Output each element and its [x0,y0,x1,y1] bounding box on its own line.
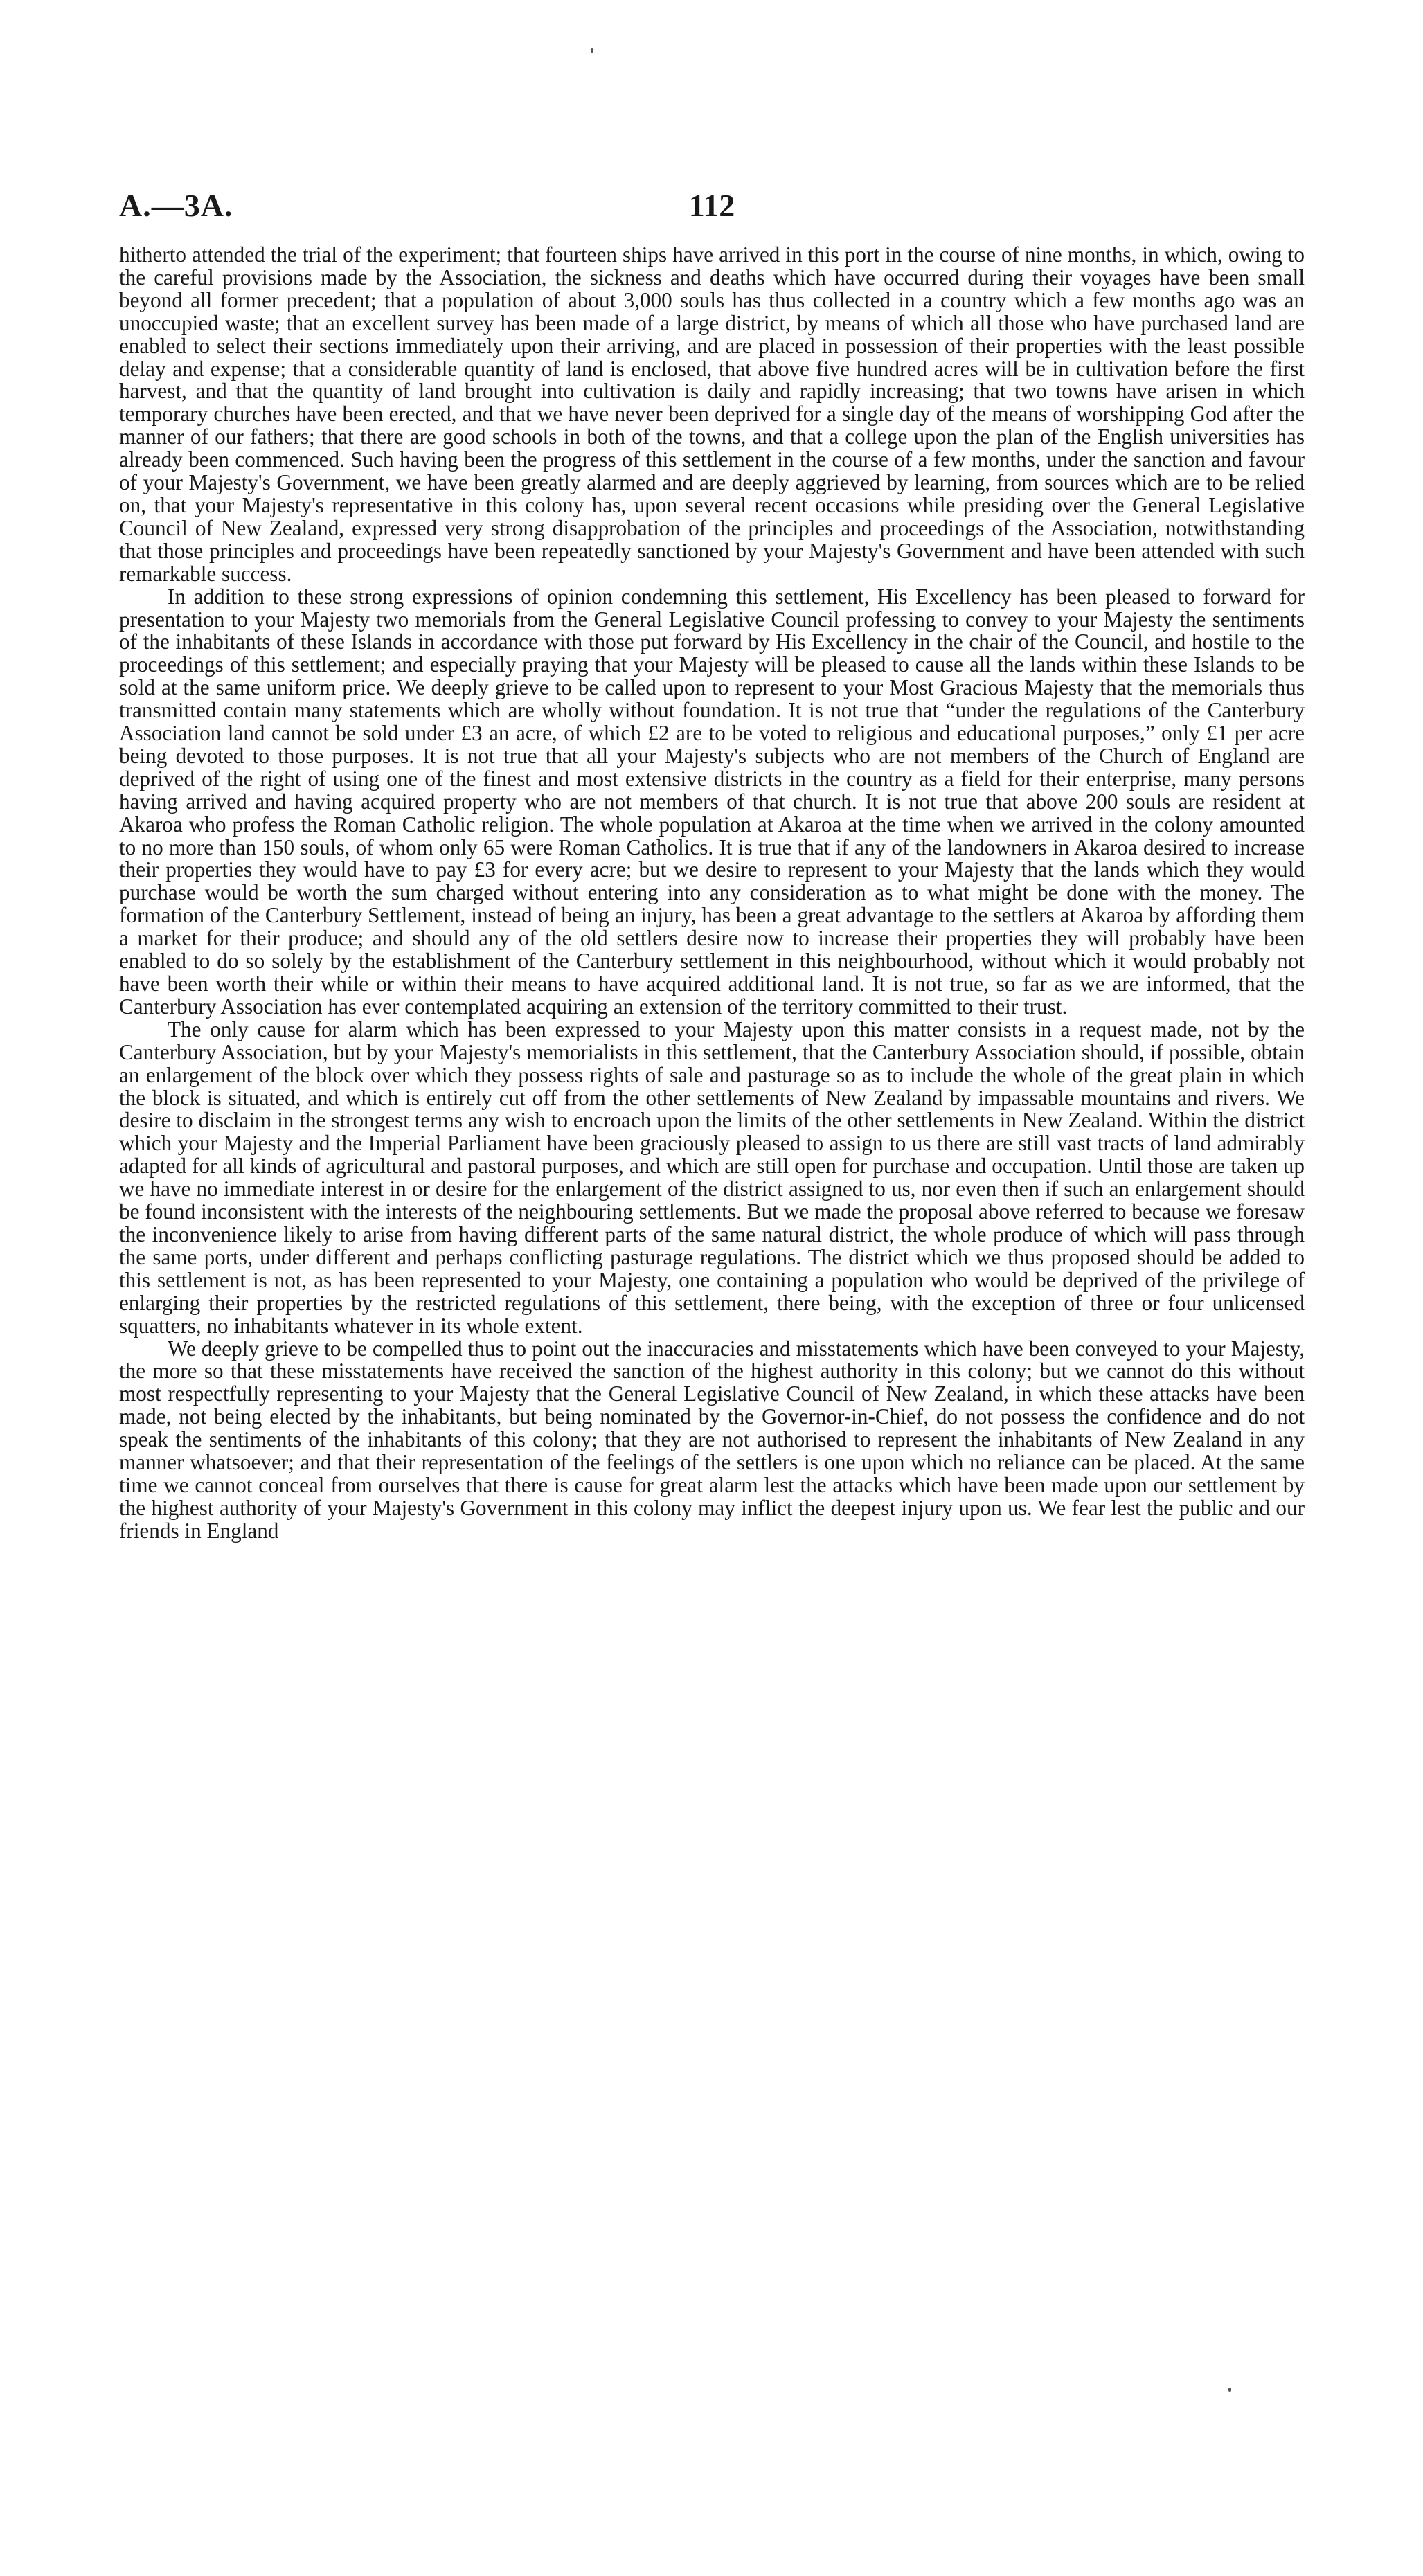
paragraph-continued: hitherto attended the trial of the experiment; that fourteen ships have arrived in this port in the course of nine months, in which, owing to the careful provisions made by the Association, the sickness and deaths which have occurred during their voyages have been small beyond all former precedent; that a population of about 3,000 souls has thus collected in a country which a few months ago was an unoccupied waste; that an excellent survey has been made of a large district, by means of which all those who have purchased land are enabled to select their sections immediately upon their arriving, and are placed in possession of their properties with the least possible delay and expense; that a considerable quantity of land is enclosed, that above five hundred acres will be in cultivation before the first harvest, and that the quantity of land brought into cultivation is daily and rapidly increasing; that two towns have arisen in which temporary churches have been erected, and that we have never been deprived for a single day of the means of worshipping God after the manner of our fathers; that there are good schools in both of the towns, and that a college upon the plan of the English universities has already been commenced. Such having been the progress of this settlement in the course of a few months, under the sanction and favour of your Majesty's Government, we have been greatly alarmed and are deeply aggrieved by learning, from sources which are to be relied on, that your Majesty's representative in this colony has, upon several recent occasions while presiding over the General Legislative Council of New Zealand, expressed very strong disapprobation of the principles and proceedings of the Association, notwithstanding that those principles and proceedings have been repeatedly sanctioned by your Majesty's Government and have been attended with such remarkable success. [119,242,1305,586]
paragraph-memorials: In addition to these strong expressions of opinion condemning this settlement, His Excellency has been pleased to forward for presentation to your Majesty two memorials from the General Legislative Council professing to convey to your Majesty the sentiments of the inhabitants of these Islands in accordance with those put forward by His Excellency in the chair of the Council, and hostile to the proceedings of this settlement; and especially praying that your Majesty will be pleased to cause all the lands within these Islands to be sold at the same uniform price. We deeply grieve to be called upon to represent to your Most Gracious Majesty that the memorials thus transmitted contain many statements which are wholly without foundation. It is not true that “under the regulations of the Canterbury Association land cannot be sold under £3 an acre, of which £2 are to be voted to religious and educational purposes,” only £1 per acre being devoted to those purposes. It is not true that all your Majesty's subjects who are not members of the Church of England are deprived of the right of using one of the finest and most extensive districts in the country as a field for their enterprise, many persons having arrived and having acquired property who are not members of that church. It is not true that above 200 souls are resident at Akaroa who profess the Roman Catholic religion. The whole population at Akaroa at the time when we arrived in the colony amounted to no more than 150 souls, of whom only 65 were Roman Catholics. It is true that if any of the landowners in Akaroa desired to increase their properties they would have to pay £3 for every acre; but we desire to represent to your Majesty that the lands which they would purchase would be worth the sum charged without entering into any consideration as to what might be done with the money. The formation of the Canterbury Settlement, instead of being an injury, has been a great advantage to the settlers at Akaroa by affording them a market for their produce; and should any of the old settlers desire now to increase their properties they will probably have been enabled to do so solely by the establishment of the Canterbury settlement in this neighbourhood, without which it would probably not have been worth their while or within their means to have acquired additional land. It is not true, so far as we are informed, that the Canterbury Association has ever contemplated acquiring an extension of the territory committed to their trust. [119,584,1305,1019]
print-speck [591,48,593,53]
page-header [119,187,1305,235]
document-reference: A.—3A. [119,188,233,223]
paragraph-misstatements: We deeply grieve to be compelled thus to point out the inaccuracies and misstatements which have been conveyed to your Majesty, the more so that these misstatements have received the sanction of the highest authority in this colony; but we cannot do this without most respectfully representing to your Majesty that the General Legislative Council of New Zealand, in which these attacks have been made, not being elected by the inhabitants, but being nominated by the Governor-in-Chief, do not possess the confidence and do not speak the sentiments of the inhabitants of this colony; that they are not authorised to represent the inhabitants of New Zealand in any manner whatsoever; and that their representation of the feelings of the settlers is one upon which no reliance can be placed. At the same time we cannot conceal from ourselves that there is cause for great alarm lest the attacks which have been made upon our settlement by the highest authority of your Majesty's Government in this colony may inflict the deepest injury upon us. We fear lest the public and our friends in England [119,1336,1305,1543]
print-speck [1228,2388,1231,2392]
body-text [119,244,1305,1543]
page-number: 112 [688,188,735,223]
paragraph-cause-for-alarm: The only cause for alarm which has been expressed to your Majesty upon this matter consists in a request made, not by the Canterbury Association, but by your Majesty's memorialists in this settlement, that the Canterbury Association should, if possible, obtain an enlargement of the block over which they possess rights of sale and pasturage so as to include the whole of the great plain in which the block is situated, and which is entirely cut off from the other settlements of New Zealand by impassable mountains and rivers. We desire to disclaim in the strongest terms any wish to encroach upon the limits of the other settlements in New Zealand. Within the district which your Majesty and the Imperial Parliament have been graciously pleased to assign to us there are still vast tracts of land admirably adapted for all kinds of agricultural and pastoral purposes, and which are still open for purchase and occupation. Until those are taken up we have no immediate interest in or desire for the enlargement of the district assigned to us, nor even then if such an enlargement should be found inconsistent with the interests of the neighbouring settlements. But we made the proposal above referred to because we foresaw the inconvenience likely to arise from having different parts of the same natural district, the whole produce of which will pass through the same ports, under different and perhaps conflicting pasturage regulations. The district which we thus proposed should be added to this settlement is not, as has been represented to your Majesty, one containing a population who would be deprived of the privilege of enlarging their properties by the restricted regulations of this settlement, there being, with the exception of three or four unlicensed squatters, no inhabitants whatever in its whole extent. [119,1017,1305,1338]
